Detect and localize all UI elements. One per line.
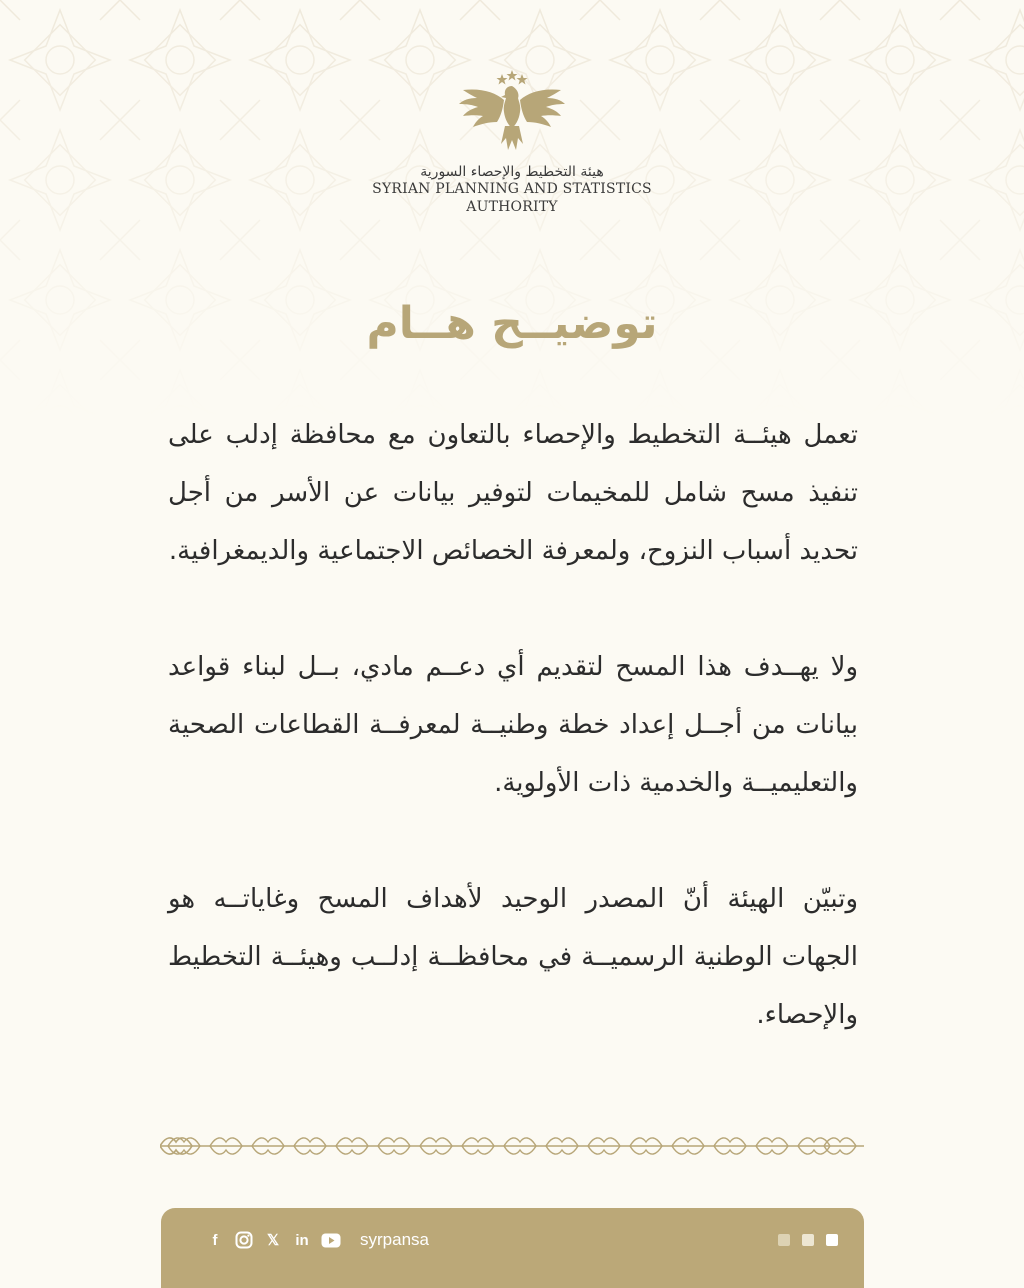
- paragraph-source: وتبيّن الهيئة أنّ المصدر الوحيد لأهداف المسح وغاياتــه هو الجهات الوطنية الرسميــة في محافظــة إدلــب وهيئــة التخطيط والإحصاء.: [168, 884, 858, 1030]
- org-name-english-line1: SYRIAN PLANNING AND STATISTICS: [372, 181, 652, 197]
- page-title: توضيــح هــام: [366, 298, 658, 349]
- x-icon[interactable]: 𝕏: [266, 1232, 280, 1249]
- org-name-arabic: هيئة التخطيط والإحصاء السورية: [420, 164, 604, 180]
- paragraph-purpose: ولا يهــدف هذا المسح لتقديم أي دعــم مادي، بــل لبناء قواعد بيانات من أجــل إعداد خطة وطنيــة لمعرفــة القطاعات الصحية والتعليميــة والخدمية ذات الأولوية.: [168, 652, 858, 798]
- page-dot: [802, 1234, 814, 1246]
- paragraph-collaboration: تعمل هيئــة التخطيط والإحصاء بالتعاون مع محافظة إدلب على تنفيذ مسح شامل للمخيمات لتوفير بيانات عن الأسر من أجل تحديد أسباب النزوح، ولمعرفة الخصائص الاجتماعية والديمغرافية.: [168, 420, 858, 566]
- ornamental-divider: [160, 1134, 864, 1158]
- footer-bar: [161, 1208, 864, 1288]
- facebook-icon[interactable]: f: [212, 1231, 218, 1249]
- pagination-dots: [766, 1234, 838, 1246]
- logo-block: [0, 70, 1024, 216]
- org-name-english-line2: AUTHORITY: [466, 199, 558, 215]
- page-dot: [778, 1234, 790, 1246]
- linkedin-icon[interactable]: in: [295, 1231, 309, 1249]
- youtube-icon[interactable]: [321, 1230, 341, 1250]
- announcement-body: [168, 406, 858, 1102]
- social-links: [205, 1230, 429, 1250]
- social-handle[interactable]: syrpansa: [360, 1230, 429, 1249]
- instagram-icon[interactable]: [234, 1230, 254, 1250]
- eagle-emblem-icon: [457, 70, 567, 154]
- page-dot-active: [826, 1234, 838, 1246]
